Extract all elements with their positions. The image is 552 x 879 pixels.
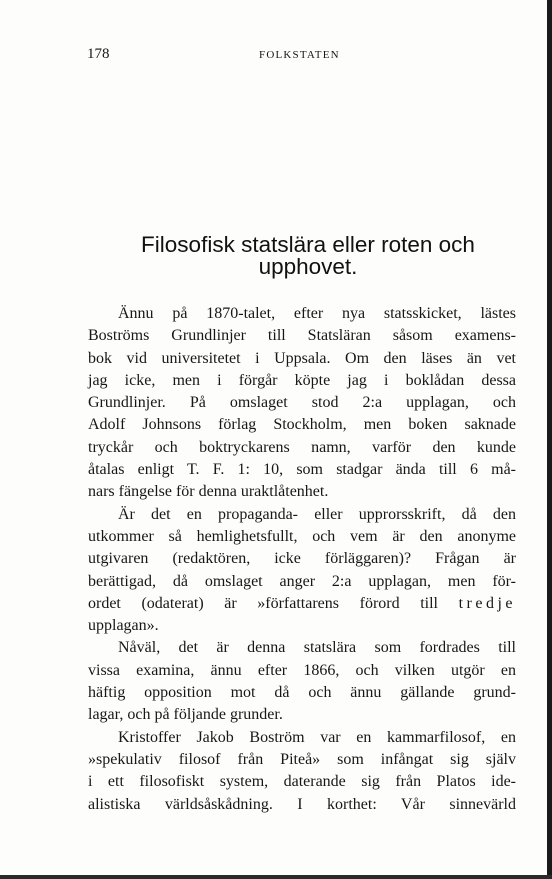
text-line: åtalas enligt T. F. 1: 10, som stadgar ända till 6 må- xyxy=(88,461,516,479)
text-line: alistiska världsåskådning. I korthet: Vår sinnevärld xyxy=(88,795,516,813)
text-line: Grundlinjer. På omslaget stod 2:a upplagan, och xyxy=(88,394,516,412)
text-line: Kristoffer Jakob Boström var en kammarfilosof, en xyxy=(118,728,516,746)
scan-edge-right xyxy=(547,0,552,879)
text-line: upplagan». xyxy=(88,617,159,635)
body-text xyxy=(88,303,516,816)
text-line: Adolf Johnsons förlag Stockholm, men boken saknade xyxy=(88,416,516,434)
chapter-title-line-2: upphovet. xyxy=(258,254,358,280)
chapter-title xyxy=(100,230,516,280)
page-number: 178 xyxy=(87,46,110,62)
text-line: jag icke, men i förgår köpte jag i boklådan dessa xyxy=(88,371,516,389)
text-line: Boströms Grundlinjer till Statsläran såsom examens- xyxy=(88,327,516,345)
text-line: utgivaren (redaktören, icke förläggaren)? Frågan är xyxy=(88,550,516,568)
text-line: vissa examina, ännu efter 1866, och vilken utgör en xyxy=(88,661,516,679)
text-line: lagar, och på följande grunder. xyxy=(88,706,283,724)
text-line-with-spaced-word xyxy=(88,593,516,615)
scan-edge-bottom xyxy=(0,875,552,879)
chapter-title-line-1: Filosofisk statslära eller roten och xyxy=(141,232,475,257)
text-line: »spekulativ filosof från Piteå» som infångat sig själv xyxy=(88,750,516,768)
text-line: berättigad, då omslaget anger 2:a upplagan, men för- xyxy=(88,572,516,590)
text-line: Nåväl, det är denna statslära som fordrades till xyxy=(118,639,516,657)
text-line: bok vid universitetet i Uppsala. Om den läses än vet xyxy=(88,349,516,367)
text-line: tryckår och boktryckarens namn, varför den kunde xyxy=(88,438,516,456)
spaced-word: tredje xyxy=(458,594,517,612)
running-head: FOLKSTATEN xyxy=(259,49,340,61)
text-line: nars fängelse för denna uraktlåtenhet. xyxy=(88,483,329,501)
page-header xyxy=(87,46,527,68)
text-line-start: ordet (odaterat) är »författarens förord till xyxy=(88,594,438,612)
text-line: häftig opposition mot då och ännu gällande grund- xyxy=(88,684,516,702)
text-line: i ett filosofiskt system, daterande sig från Platos ide- xyxy=(88,773,516,791)
text-line: Är det en propaganda- eller upprorsskrift, då den xyxy=(118,505,516,523)
text-line: utkommer så hemlighetsfullt, och vem är den anonyme xyxy=(88,527,516,545)
text-line: Ännu på 1870-talet, efter nya statsskicket, lästes xyxy=(118,305,516,322)
